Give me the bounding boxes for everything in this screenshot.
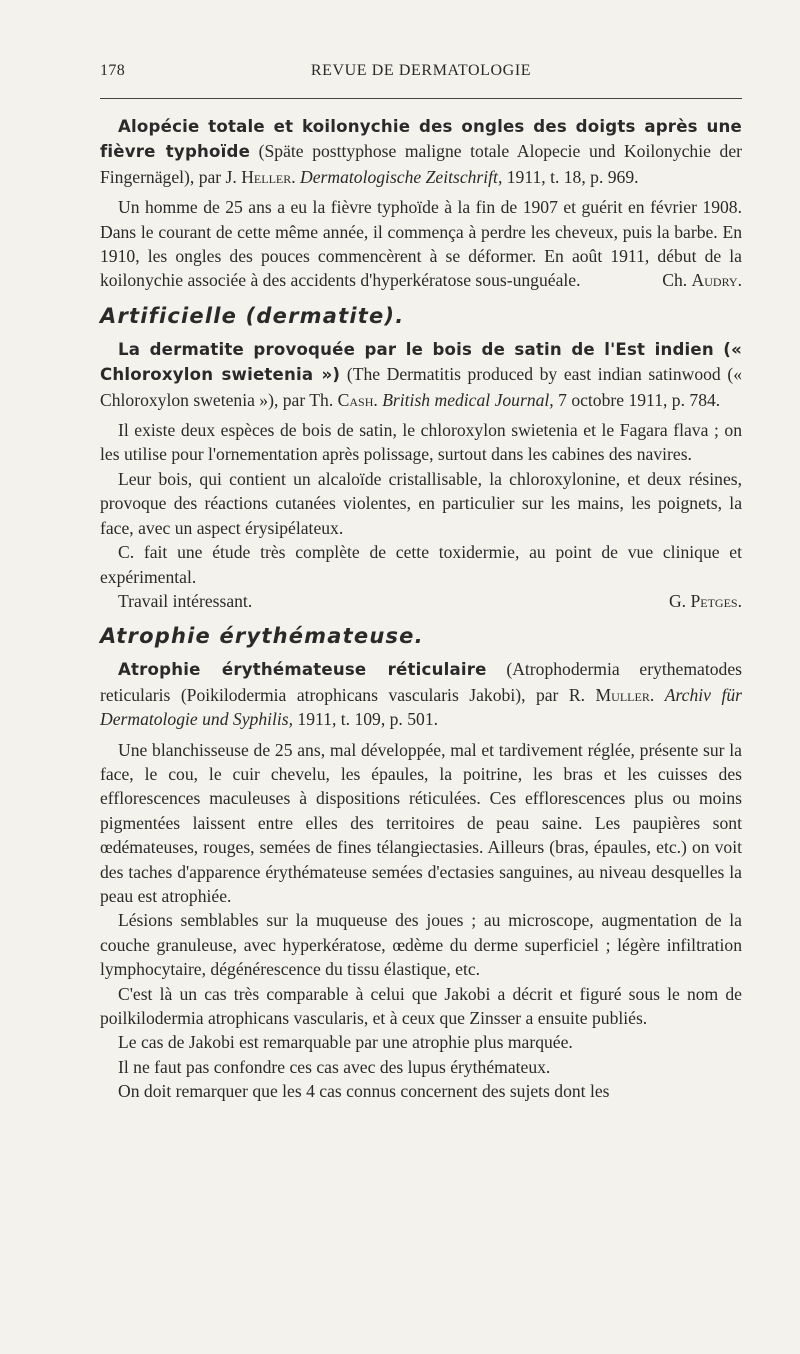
journal-title: REVUE DE DERMATOLOGIE: [310, 62, 532, 79]
article-body: [100, 114, 742, 1104]
article-1-reference: Alopécie totale et koilonychie des ongles des doigts après une fièvre typhoïde (Späte posttyphose maligne totale Alopecie und Koilonychie der Fingernägel), par J. Heller. Dermatologische Zeitschrift, 1911, t. 18, p. 969.: [100, 117, 742, 187]
article-1-author: Heller: [241, 166, 292, 187]
article-3-paragraph-5: Il ne faut pas confondre ces cas avec des lupus érythémateux.: [118, 1056, 551, 1077]
article-1-signature: Ch. Audry.: [662, 270, 742, 291]
article-3-author: Muller: [595, 684, 650, 705]
article-2-author: Cash: [337, 389, 374, 410]
article-2-journal: British medical Journal,: [382, 389, 554, 410]
article-3-paragraph-6: On doit remarquer que les 4 cas connus concernent des sujets dont les: [118, 1081, 610, 1102]
article-1-paragraph: Un homme de 25 ans a eu la fièvre typhoïde à la fin de 1907 et guérit en février 1908. Dans le courant de cette même année, il commença à perdre les cheveux, puis la barbe. En 1910, les ongles des pouces commencèrent à se déformer. En août 1911, début de la koilonychie associée à des accidents d'hyperkératose sous-unguéale.: [100, 197, 742, 291]
article-2-reference: La dermatite provoquée par le bois de satin de l'Est indien (« Chloroxylon swietenia ») (The Dermatitis produced by east indian satinwood (« Chloroxylon swetenia »), par Th. Cash. British medical Journal, 7 octobre 1911, p. 784.: [100, 339, 742, 410]
article-3-title: Atrophie érythémateuse réticulaire: [118, 660, 487, 680]
article-2-paragraph-3: C. fait une étude très complète de cette toxidermie, au point de vue clinique et expérimental.: [100, 542, 742, 587]
article-3-paragraph-1: Une blanchisseuse de 25 ans, mal développée, mal et tardivement réglée, présente sur la face, le cou, le cuir chevelu, les épaules, la poitrine, les bras et les cuisses des efflorescences maculeuses à dispositions réticulées. Ces efflorescences plus ou moins pigmentées laissent entre elles des territoires de peau saine. Les paupières sont œdémateuses, rouges, semées de fines télangiectasies. Ailleurs (bras, épaules, etc.) on voit des taches d'apparence érythémateuse semées d'ectasies sanguines, au niveau desquelles la peau est atrophiée.: [100, 739, 742, 906]
section-heading-artificielle: Artificielle (dermatite).: [100, 303, 405, 328]
section-heading-atrophie: Atrophie érythémateuse.: [100, 624, 424, 649]
article-3-paragraph-3: C'est là un cas très comparable à celui que Jakobi a décrit et figuré sous le nom de poilkilodermia atrophicans vascularis, et à ceux que Zinsser a ensuite publiés.: [100, 983, 742, 1029]
article-3-paragraph-4: Le cas de Jakobi est remarquable par une atrophie plus marquée.: [118, 1032, 573, 1053]
article-2-paragraph-1: Il existe deux espèces de bois de satin, le chloroxylon swietenia et le Fagara flava ; on les utilise pour l'ornementation après polissage, surtout dans les cabines des navires.: [100, 420, 742, 465]
article-2-title: La dermatite provoquée par le bois de satin de l'Est indien (« Chloroxylon swietenia »): [100, 339, 742, 385]
article-3-reference: Atrophie érythémateuse réticulaire (Atrophodermia erythematodes reticularis (Poikilodermia atrophicans vascularis Jakobi), par R. Muller. Archiv für Dermatologie und Syphilis, 1911, t. 109, p. 501.: [100, 659, 742, 730]
page-number: 178: [100, 62, 126, 79]
article-2-signature: G. Petges.: [668, 590, 742, 611]
header-rule: [100, 98, 742, 99]
article-2-closing: [100, 589, 742, 613]
article-3-journal: Archiv für Dermatologie und Syphilis,: [100, 684, 742, 730]
article-2-paragraph-4: Travail intéressant.: [118, 590, 253, 611]
article-1-journal: Dermatologische Zeitschrift,: [300, 166, 503, 187]
article-1-title: Alopécie totale et koilonychie des ongles des doigts après une fièvre typhoïde: [100, 117, 742, 162]
running-header: [100, 58, 742, 86]
article-2-paragraph-2: Leur bois, qui contient un alcaloïde cristallisable, la chloroxylonine, et deux résines, provoque des réactions cutanées violentes, en particulier sur les mains, les poignets, la face, avec un aspect érysipélateux.: [100, 468, 742, 538]
article-3-paragraph-2: Lésions semblables sur la muqueuse des joues ; au microscope, augmentation de la couche granuleuse, avec hyperkératose, œdème du derme superficiel ; légère infiltration lymphocytaire, dégénérescence du tissu élastique, etc.: [100, 910, 742, 980]
